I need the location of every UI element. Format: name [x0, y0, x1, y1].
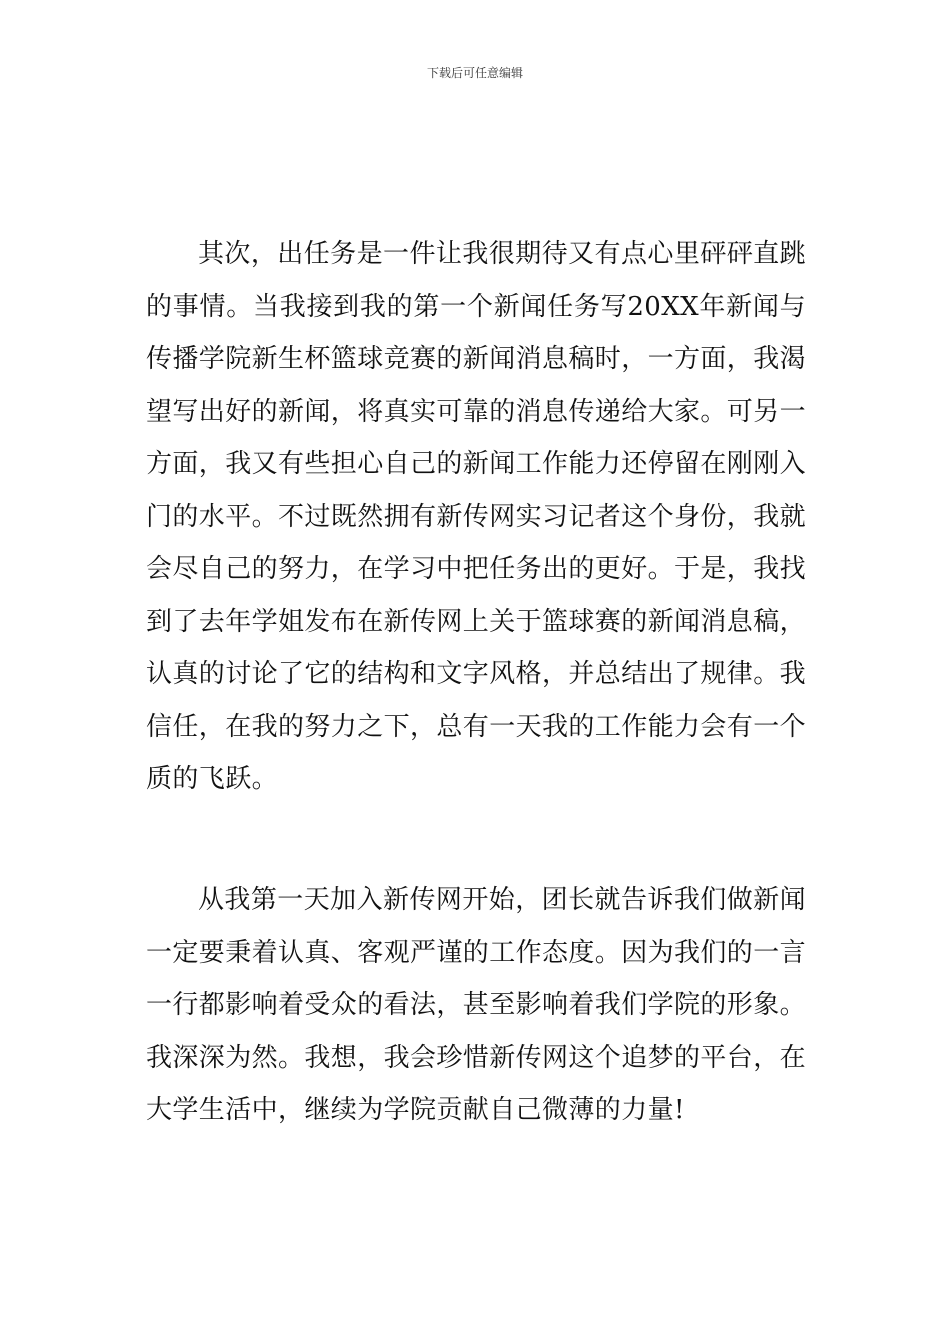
paragraph-container-2: [146, 874, 806, 1137]
page-header-note: 下载后可任意编辑: [426, 66, 523, 80]
body-paragraph-2: 从我第一天加入新传网开始，团长就告诉我们做新闻一定要秉着认真、客观严谨的工作态度。因为我们的一言一行都影响着受众的看法，甚至影响着我们学院的形象。我深深为然。我想，我会珍惜新传网这个追梦的平台，在大学生活中，继续为学院贡献自己微薄的力量!: [146, 885, 807, 1125]
body-paragraph-1: 其次，出任务是一件让我很期待又有点心里砰砰直跳的事情。当我接到我的第一个新闻任务写20XX年新闻与传播学院新生杯篮球竞赛的新闻消息稿时，一方面，我渴望写出好的新闻，将真实可靠的消息传递给大家。可另一方面，我又有些担心自己的新闻工作能力还停留在刚刚入门的水平。不过既然拥有新传网实习记者这个身份，我就会尽自己的努力，在学习中把任务出的更好。于是，我找到了去年学姐发布在新传网上关于篮球赛的新闻消息稿，认真的讨论了它的结构和文字风格，并总结出了规律。我信任，在我的努力之下，总有一天我的工作能力会有一个质的飞跃。: [146, 239, 807, 794]
paragraph-container-1: [146, 228, 806, 806]
